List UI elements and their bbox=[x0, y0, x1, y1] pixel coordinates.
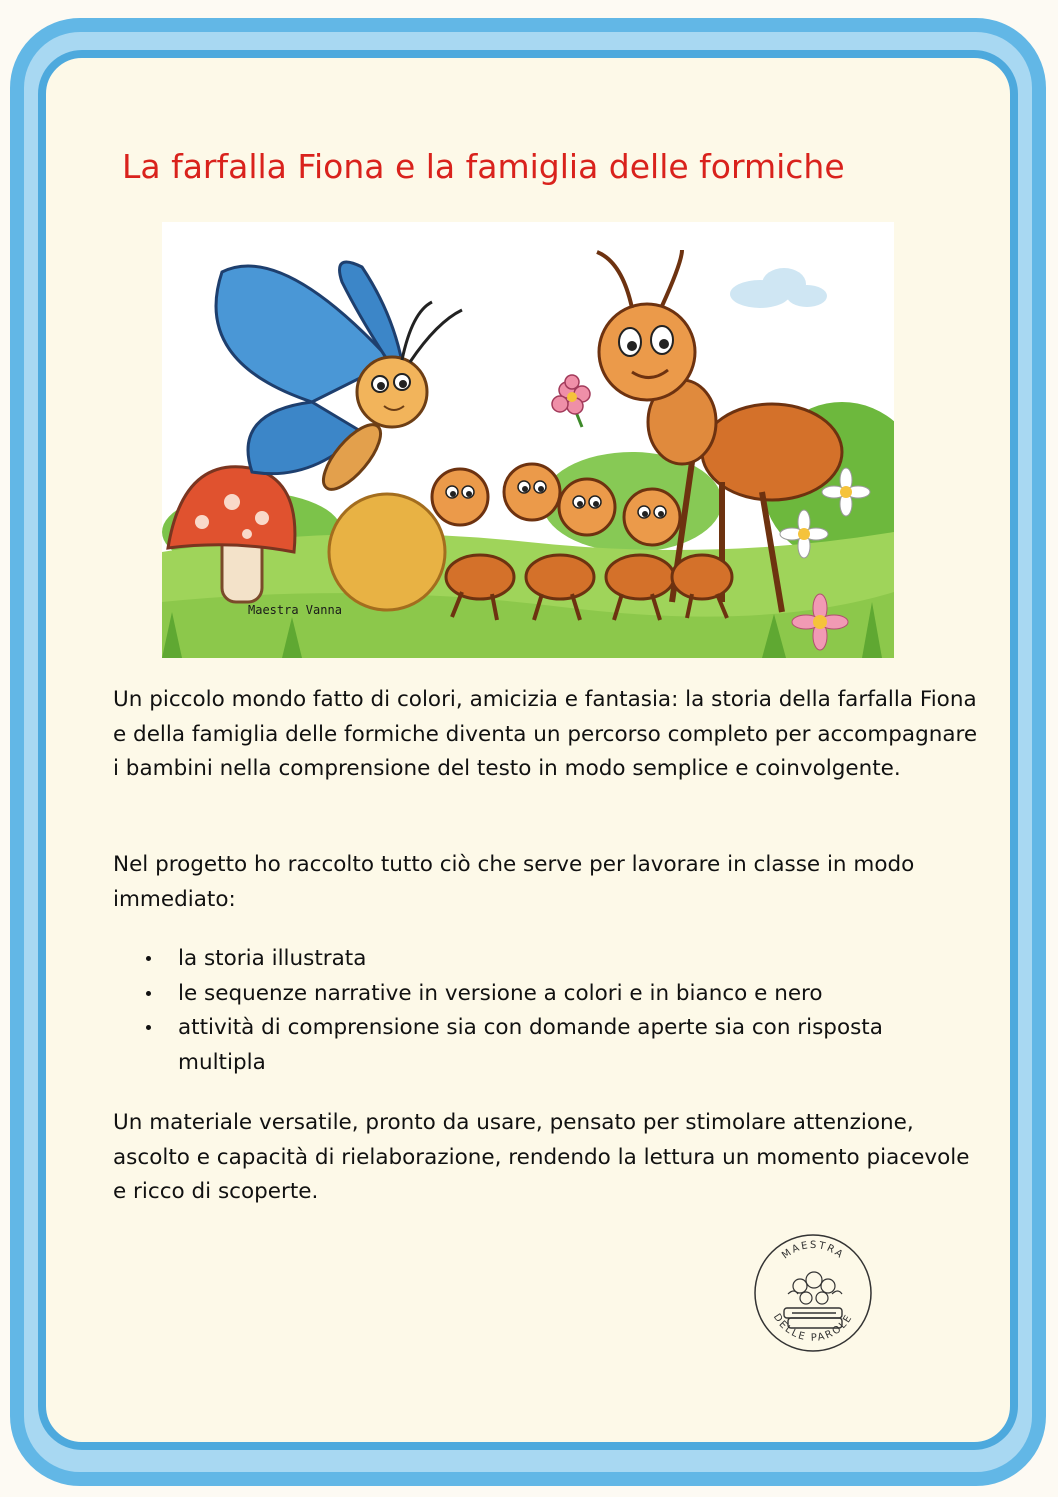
contents-list bbox=[146, 942, 946, 1080]
maestra-logo bbox=[748, 1228, 878, 1358]
bullet-icon bbox=[146, 956, 151, 961]
bullet-icon bbox=[146, 1025, 151, 1030]
svg-text:MAESTRA bbox=[780, 1240, 846, 1262]
intro-paragraph: Un piccolo mondo fatto di colori, amicizia e fantasia: la storia della farfalla Fiona e della famiglia delle formiche diventa un percorso completo per accompagnare i bambini nella comprensione del testo in modo semplice e coinvolgente. bbox=[113, 687, 978, 781]
bullet-icon bbox=[146, 991, 151, 996]
illustration-signature: Maestra Vanna bbox=[248, 603, 342, 617]
closing-paragraph: Un materiale versatile, pronto da usare, pensato per stimolare attenzione, ascolto e capacità di rielaborazione, rendendo la lettura un momento piacevole e ricco di scoperte. bbox=[113, 1110, 970, 1204]
project-paragraph: Nel progetto ho raccolto tutto ciò che serve per lavorare in classe in modo immediato: bbox=[113, 852, 915, 912]
page-title: La farfalla Fiona e la famiglia delle formiche bbox=[122, 147, 845, 186]
list-item bbox=[146, 1011, 946, 1080]
list-item-label: le sequenze narrative in versione a colori e in bianco e nero bbox=[178, 980, 823, 1006]
list-item bbox=[146, 942, 946, 977]
logo-bottom-text: DELLE PAROLE bbox=[770, 1312, 856, 1344]
story-illustration bbox=[162, 222, 894, 658]
list-item bbox=[146, 977, 946, 1012]
logo-top-text: MAESTRA bbox=[780, 1239, 846, 1262]
list-item-label: la storia illustrata bbox=[178, 946, 367, 971]
list-item-label: attività di comprensione sia con domande aperte sia con risposta multipla bbox=[178, 1015, 883, 1075]
